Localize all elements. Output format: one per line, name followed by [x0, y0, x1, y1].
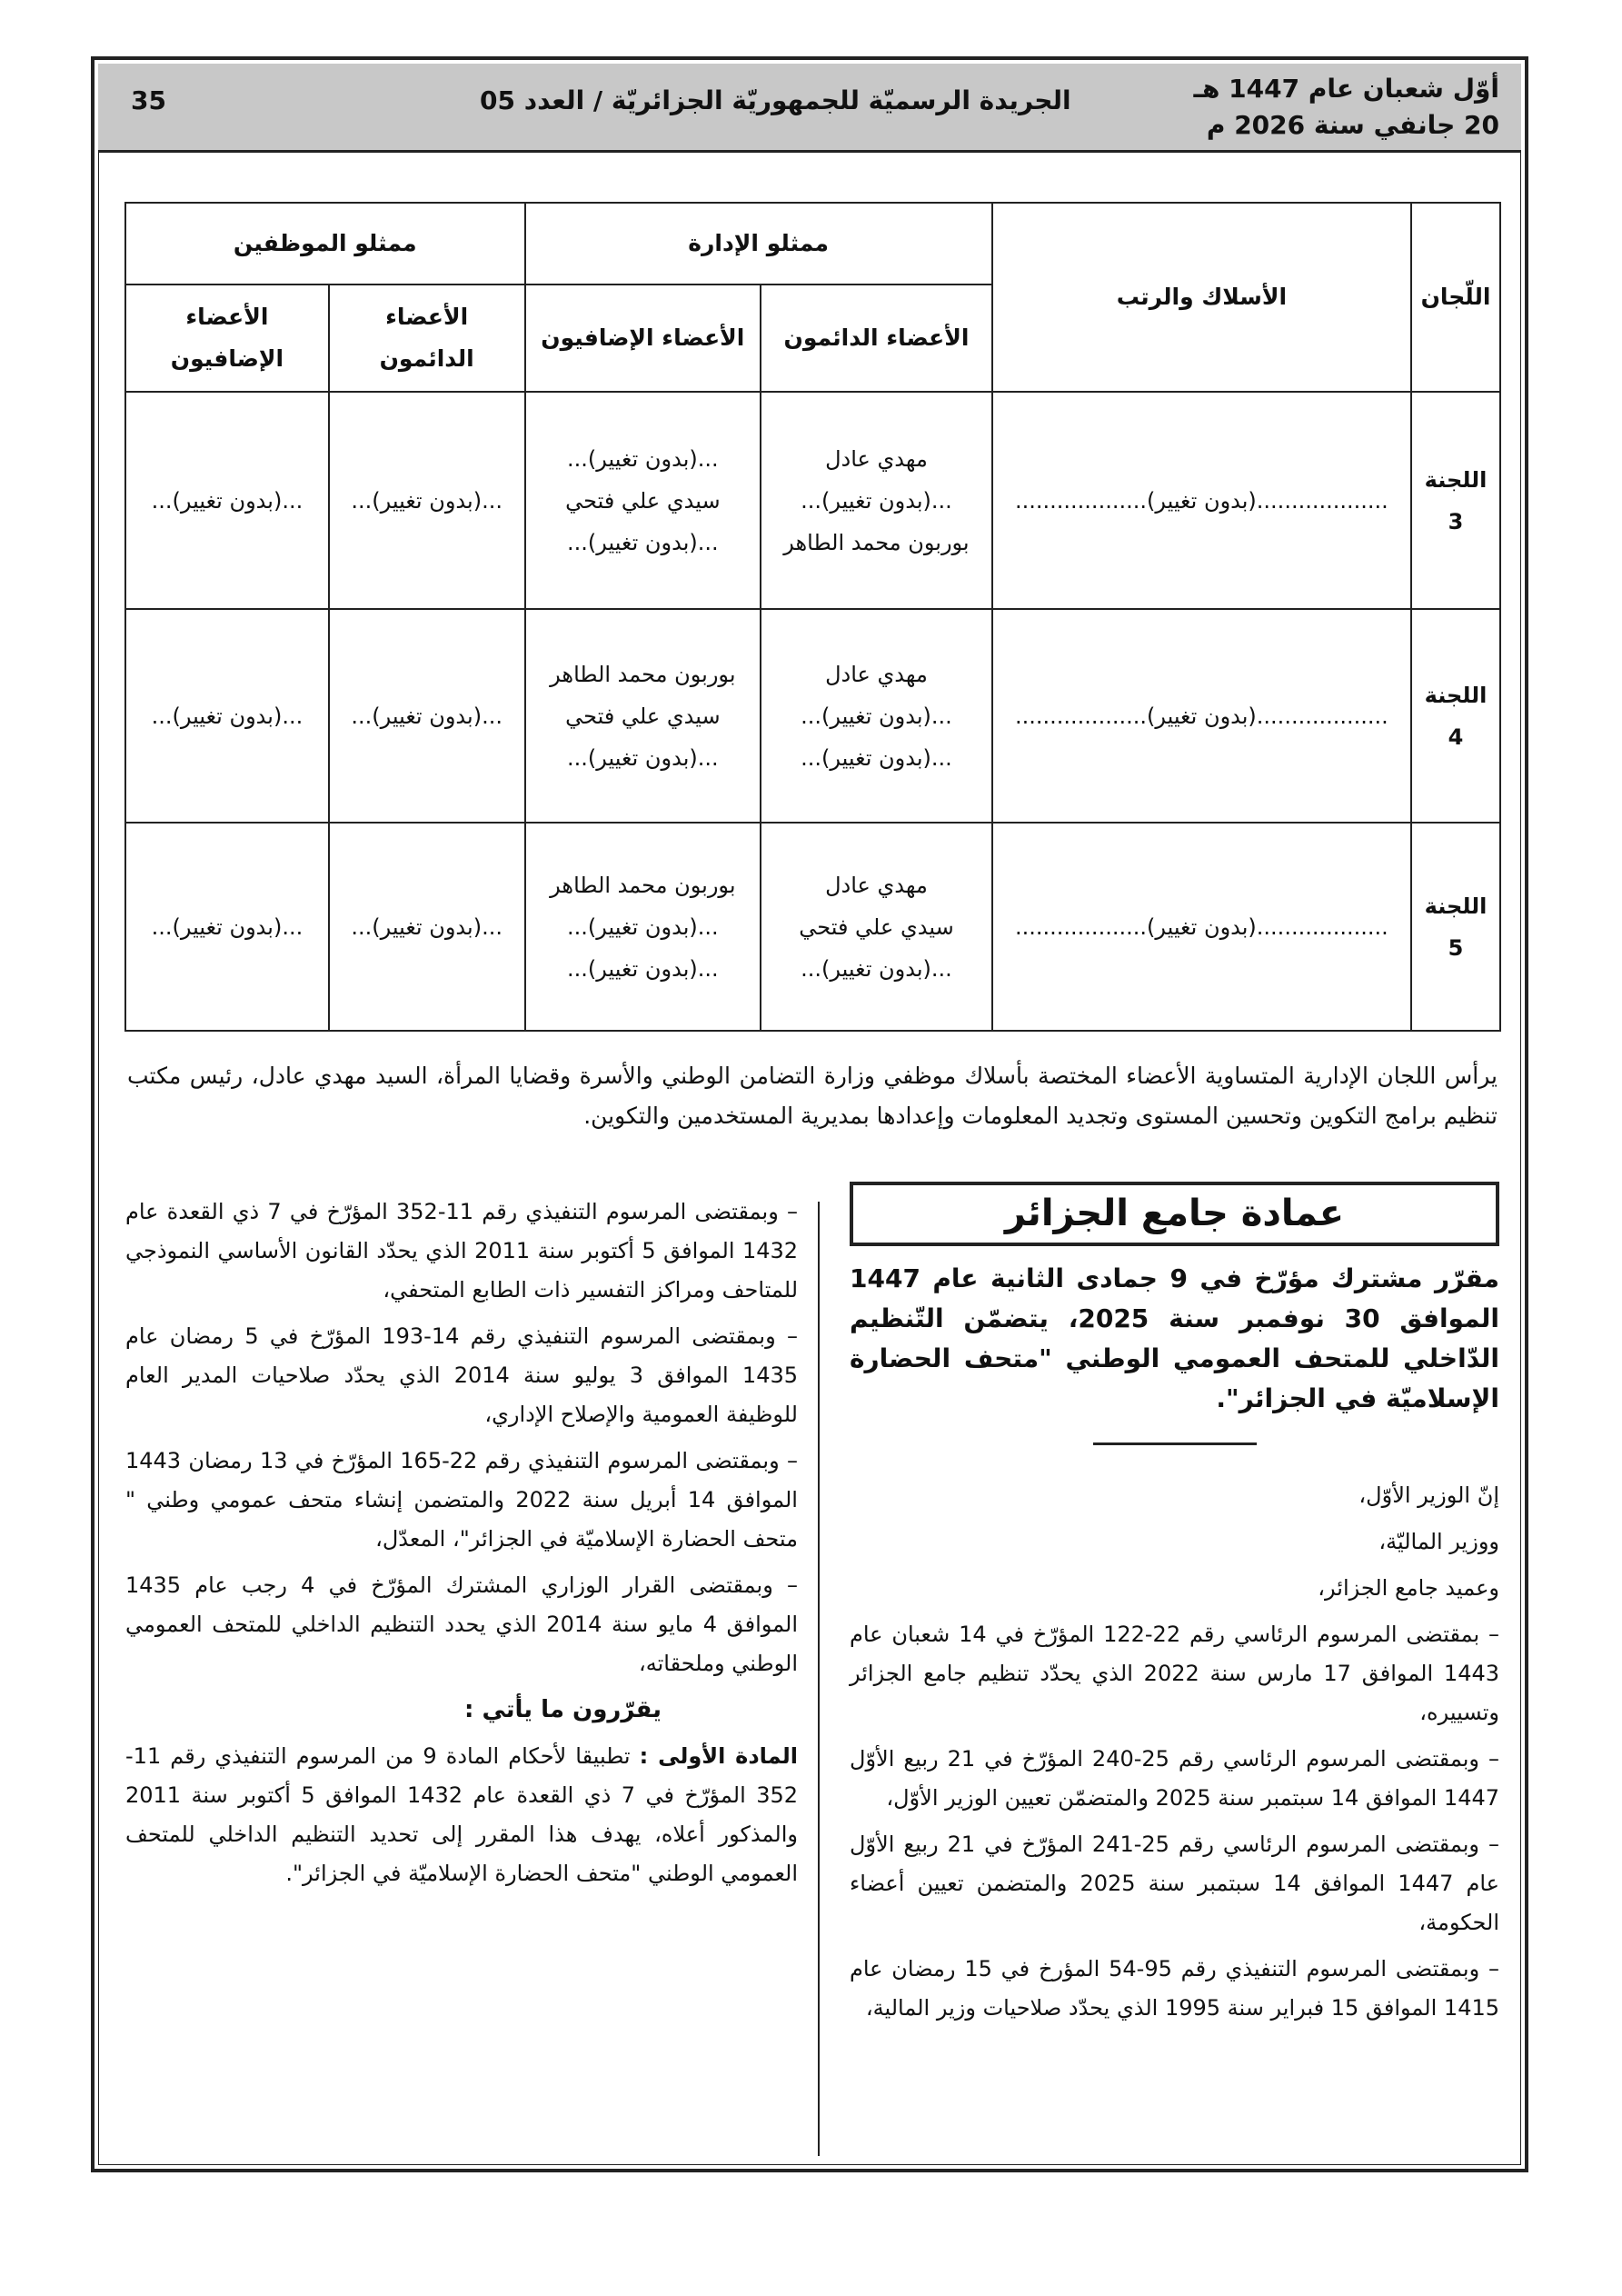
hijri-date: أوّل شعبان عام 1447 هـ — [1193, 74, 1499, 104]
member: ...(بدون تغيير)... — [801, 955, 952, 982]
header-staff-alternate: الأعضاء الإضافيون — [125, 285, 329, 392]
member: ...(بدون تغيير)... — [801, 703, 952, 729]
member: ...(بدون تغيير)... — [801, 487, 952, 514]
table-row — [125, 609, 1500, 823]
article-1 — [125, 1737, 798, 1893]
header-admin: ممثلو الإدارة — [525, 203, 992, 285]
corps-cell: ...................(بدون تغيير)................... — [992, 823, 1411, 1031]
staff-permanent-cell: ...(بدون تغيير)... — [329, 609, 525, 823]
section-title: عمادة جامع الجزائر — [850, 1182, 1499, 1246]
gazette-title: الجريدة الرسميّة للجمهوريّة الجزائريّة / العدد 05 — [480, 85, 1071, 115]
column-divider — [818, 1202, 820, 2156]
member: ...(بدون تغيير)... — [567, 744, 719, 771]
staff-alternate-cell: ...(بدون تغيير)... — [125, 823, 329, 1031]
intro-line: ووزير الماليّة، — [1378, 1529, 1499, 1554]
corps-cell: ...................(بدون تغيير)................... — [992, 609, 1411, 823]
member: مهدي عادل — [825, 661, 928, 687]
admin-alternate-cell — [525, 392, 761, 609]
recital: – وبمقتضى المرسوم التنفيذي رقم 11-352 المؤرّخ في 7 ذي القعدة عام 1432 الموافق 5 أكتوبر سنة 2011 الذي يحدّد القانون الأساسي النموذجي للمتاحف ومراكز التفسير ذات الطابع المتحفي، — [125, 1199, 799, 1303]
committee-cell: اللجنة 4 — [1411, 609, 1500, 823]
admin-alternate-cell — [525, 823, 761, 1031]
header-staff: ممثلو الموظفين — [125, 203, 525, 285]
member: ...(بدون تغيير)... — [567, 529, 719, 555]
member: مهدي عادل — [825, 872, 928, 898]
admin-permanent-cell — [761, 609, 992, 823]
member: ...(بدون تغيير)... — [567, 445, 719, 472]
member: بوربون محمد الطاهر — [783, 529, 970, 555]
article-text: تطبيقا لأحكام المادة 9 من المرسوم التنفيذي رقم 11-352 المؤرّخ في 7 ذي القعدة عام 1432 الموافق 5 أكتوبر سنة 2011 والمذكور أعلاه، يهدف هذا المقرر إلى تحديد التنظيم الداخلي للمتحف العمومي الوطني "متحف الحضارة الإسلاميّة في الجزائر". — [125, 1743, 799, 1886]
corps-cell: ...................(بدون تغيير)................... — [992, 392, 1411, 609]
member: ...(بدون تغيير)... — [567, 913, 719, 940]
recital: – وبمقتضى المرسوم الرئاسي رقم 25-241 المؤرّخ في 21 ربيع الأوّل عام 1447 الموافق 14 سبتمبر سنة 2025 والمتضمن تعيين أعضاء الحكومة، — [850, 1832, 1499, 1935]
member: سيدي علي فتحي — [799, 913, 954, 940]
recital: – وبمقتضى المرسوم التنفيذي رقم 22-165 المؤرّخ في 13 رمضان 1443 الموافق 14 أبريل سنة 2022 والمتضمن إنشاء متحف عمومي وطني " متحف الحضارة الإسلاميّة في الجزائر"، المعدّل، — [125, 1448, 799, 1552]
table-row — [125, 392, 1500, 609]
left-column — [125, 1193, 798, 1901]
gregorian-date: 20 جانفي سنة 2026 م — [1206, 110, 1499, 140]
header-admin-alternate: الأعضاء الإضافيون — [525, 285, 761, 392]
recital: – وبمقتضى القرار الوزاري المشترك المؤرّخ في 4 رجب عام 1435 الموافق 4 مايو سنة 2014 الذي يحدد التنظيم الداخلي للمتحف العمومي الوطني وملحقاته، — [125, 1572, 798, 1676]
header-committees: اللّجان — [1411, 203, 1500, 392]
header-corps: الأسلاك والرتب — [992, 203, 1411, 392]
page-number: 35 — [131, 85, 166, 115]
staff-alternate-cell: ...(بدون تغيير)... — [125, 609, 329, 823]
committees-table — [124, 202, 1501, 1032]
recital: – بمقتضى المرسوم الرئاسي رقم 22-122 المؤرّخ في 14 شعبان عام 1443 الموافق 17 مارس سنة 2022 الذي يحدّد تنظيم جامع الجزائر وتسييره، — [850, 1622, 1499, 1725]
member: مهدي عادل — [825, 445, 928, 472]
intro-line: إنّ الوزير الأوّل، — [1358, 1482, 1499, 1508]
header-staff-permanent: الأعضاء الدائمون — [329, 285, 525, 392]
admin-permanent-cell — [761, 823, 992, 1031]
recital: – وبمقتضى المرسوم التنفيذي رقم 14-193 المؤرّخ في 5 رمضان عام 1435 الموافق 3 يوليو سنة 2014 الذي يحدّد صلاحيات المدير العام للوظيفة العمومية والإصلاح الإداري، — [125, 1323, 798, 1427]
chair-paragraph: يرأس اللجان الإدارية المتساوية الأعضاء المختصة بأسلاك موظفي وزارة التضامن الوطني والأسرة وقضايا المرأة، السيد مهدي عادل، رئيس مكتب تنظيم برامج التكوين وتحسين المستوى وتجديد المعلومات وإعدادها بمديرية المستخدمين والتكوين. — [127, 1063, 1498, 1129]
separator — [1093, 1442, 1257, 1445]
recital: – وبمقتضى المرسوم الرئاسي رقم 25-240 المؤرّخ في 21 ربيع الأوّل 1447 الموافق 14 سبتمبر سنة 2025 والمتضمّن تعيين الوزير الأوّل، — [850, 1746, 1499, 1811]
staff-alternate-cell: ...(بدون تغيير)... — [125, 392, 329, 609]
header-date — [1193, 71, 1499, 144]
table-row — [125, 823, 1500, 1031]
staff-permanent-cell: ...(بدون تغيير)... — [329, 392, 525, 609]
decision-title: مقرّر مشترك مؤرّخ في 9 جمادى الثانية عام 1447 الموافق 30 نوفمبر سنة 2025، يتضمّن التّنظيم الدّاخلي للمتحف العمومي الوطني "متحف الحضارة الإسلاميّة في الجزائر". — [850, 1263, 1499, 1413]
member: سيدي علي فتحي — [565, 487, 721, 514]
member: ...(بدون تغيير)... — [567, 955, 719, 982]
decide-heading: يقرّرون ما يأتي : — [464, 1696, 662, 1723]
header-admin-permanent: الأعضاء الدائمون — [761, 285, 992, 392]
admin-permanent-cell — [761, 392, 992, 609]
member: سيدي علي فتحي — [565, 703, 721, 729]
recital: – وبمقتضى المرسوم التنفيذي رقم 95-54 المؤرخ في 15 رمضان عام 1415 الموافق 15 فبراير سنة 1995 الذي يحدّد صلاحيات وزير المالية، — [850, 1956, 1499, 2021]
member: بوربون محمد الطاهر — [550, 661, 736, 687]
committee-cell: اللجنة 3 — [1411, 392, 1500, 609]
staff-permanent-cell: ...(بدون تغيير)... — [329, 823, 525, 1031]
committee-cell: اللجنة 5 — [1411, 823, 1500, 1031]
admin-alternate-cell — [525, 609, 761, 823]
article-label: المادة الأولى : — [639, 1743, 798, 1769]
member: ...(بدون تغيير)... — [801, 744, 952, 771]
member: بوربون محمد الطاهر — [550, 872, 736, 898]
page-header — [98, 64, 1521, 153]
right-column — [850, 1182, 1499, 2035]
intro-line: وعميد جامع الجزائر، — [1318, 1575, 1499, 1601]
